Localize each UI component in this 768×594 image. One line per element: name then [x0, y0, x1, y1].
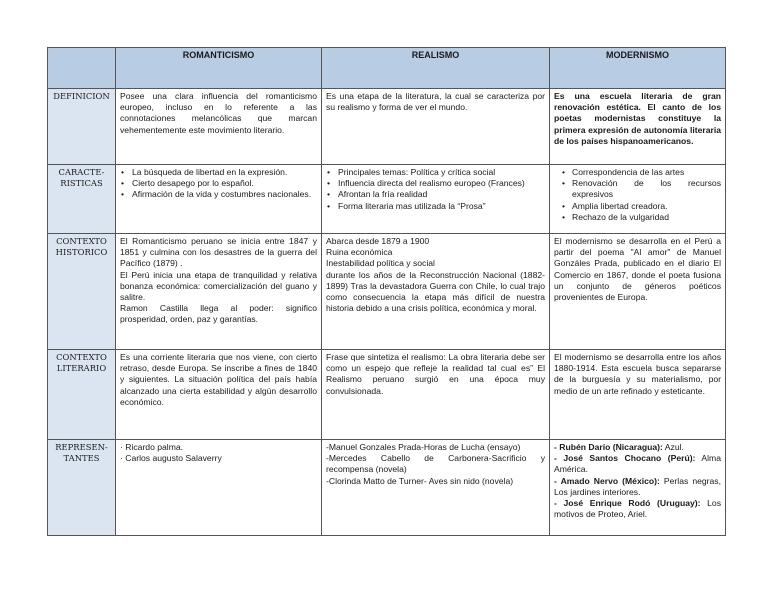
- list-item: • Principales temas: Política y crítica social: [336, 167, 545, 178]
- paragraph: Abarca desde 1879 a 1900: [326, 236, 430, 246]
- list-item: [554, 453, 721, 475]
- list-item: • Forma literaria mas utilizada la “Prosa”: [336, 201, 545, 212]
- author-name: - Amado Nervo (México):: [554, 475, 660, 486]
- paragraph: El Perú inicia una etapa de tranquilidad y relativa bonanza económica: comercialización del guano y salitre.: [120, 269, 317, 303]
- list-item: [554, 498, 721, 520]
- header-corner: [48, 48, 116, 89]
- header-romanticismo: ROMANTICISMO: [116, 48, 322, 89]
- list-item: • Renovación de los recursos expresivos: [572, 178, 721, 200]
- cell-representantes-modernismo: [550, 440, 726, 536]
- cell-historico-modernismo: El modernismo se desarrolla en el Perú a partir del poema "Al amor" de Manuel Gonzáles Prada, publicado en el diario El Comercio en 1867, donde el poeta fusiona un conjunto de géneros poéticos provenientes de Europa.: [550, 234, 726, 350]
- row-label-contexto-historico: CONTEXTO HISTORICO: [48, 234, 116, 350]
- list-item: -Mercedes Cabello de Carbonera-Sacrificio y recompensa (novela): [326, 453, 545, 475]
- list-item: -Manuel Gonzales Prada-Horas de Lucha (ensayo): [326, 442, 521, 452]
- header-row: [48, 48, 726, 89]
- author-name: - José Santos Chocano (Perú):: [554, 453, 696, 464]
- list-item: • La búsqueda de libertad en la expresión.: [130, 167, 317, 178]
- list-item: • Amplia libertad creadora.: [572, 201, 721, 212]
- row-contexto-literario: [48, 350, 726, 440]
- list-item: [554, 476, 721, 498]
- cell-definicion-realismo: Es una etapa de la literatura, la cual se caracteriza por su realismo y forma de ver el mundo.: [322, 89, 550, 165]
- row-label-representantes: REPRESEN-TANTES: [48, 440, 116, 536]
- cell-caracteristicas-realismo: [322, 165, 550, 234]
- list-item: · Carlos augusto Salaverry: [120, 453, 222, 464]
- row-label-definicion: DEFINICION: [48, 89, 116, 165]
- row-representantes: [48, 440, 726, 536]
- work-title: Perlas negras, Los jardines interiores.: [554, 475, 721, 497]
- list-item: • Afrontan la fría realidad: [336, 189, 545, 200]
- list-item: [554, 442, 721, 453]
- author-name: - José Enrique Rodó (Uruguay):: [554, 498, 701, 509]
- cell-caracteristicas-romanticismo: [116, 165, 322, 234]
- paragraph: Inestabilidad política y social: [326, 258, 435, 269]
- cell-literario-realismo: Frase que sintetiza el realismo: La obra literaria debe ser como un espejo que refleje la realidad tal cual es” El Realismo peruano surgió en una época muy convulsionada.: [322, 350, 550, 440]
- list-item: · Ricardo palma.: [120, 442, 184, 452]
- author-name: - Rubén Darío (Nicaragua):: [554, 442, 663, 452]
- literary-movements-table: [47, 47, 726, 536]
- row-label-caracteristicas: CARACTE-RISTICAS: [48, 165, 116, 234]
- cell-literario-modernismo: El modernismo se desarrolla entre los años 1880-1914. Esta escuela busca separarse de la burguesía y su materialismo, por medio de un arte refinado y esteticante.: [550, 350, 726, 440]
- list-item: • Rechazo de la vulgaridad: [572, 212, 721, 223]
- cell-caracteristicas-modernismo: [550, 165, 726, 234]
- list-item: • Afirmación de la vida y costumbres nacionales.: [130, 189, 317, 200]
- header-modernismo: MODERNISMO: [550, 48, 726, 89]
- paragraph: Ruina económica: [326, 247, 393, 258]
- cell-representantes-romanticismo: [116, 440, 322, 536]
- work-title: Alma América.: [554, 453, 721, 475]
- row-definicion: [48, 89, 726, 165]
- row-label-contexto-literario: CONTEXTO LITERARIO: [48, 350, 116, 440]
- list-item: -Clorinda Matto de Turner- Aves sin nido (novela): [326, 475, 514, 486]
- paragraph: durante los años de la Reconstrucción Nacional (1882-1899) Tras la devastadora Guerra con Chile, lo cual trajo como consecuencia la etapa más difícil de nuestra historia debido a una crisis política, económica y moral.: [326, 269, 545, 314]
- work-title: Los motivos de Proteo, Ariel.: [554, 498, 721, 520]
- list-item: • Correspondencia de las artes: [572, 167, 721, 178]
- cell-representantes-realismo: [322, 440, 550, 536]
- work-title: Azul.: [662, 442, 684, 452]
- cell-definicion-romanticismo: Posee una clara influencia del romanticismo europeo, incluso en lo referente a las connotaciones melancólicas que marcan vehementemente este movimiento literario.: [116, 89, 322, 165]
- cell-definicion-modernismo: Es una escuela literaria de gran renovación estética. El canto de los poetas modernistas constituye la primera expresión de autonomía literaria de los países hispanoamericanos.: [550, 89, 726, 165]
- cell-literario-romanticismo: Es una corriente literaria que nos viene, con cierto retraso, desde Europa. Se inscribe a fines de 1840 y siguientes. La situación política del país había alcanzado una cierta estabilidad y algún desarrollo económico.: [116, 350, 322, 440]
- list-item: • Cierto desapego por lo español.: [130, 178, 317, 189]
- list-item: • Influencia directa del realismo europeo (Frances): [336, 178, 545, 189]
- header-realismo: REALISMO: [322, 48, 550, 89]
- cell-historico-realismo: [322, 234, 550, 350]
- paragraph: El Romanticismo peruano se inicia entre 1847 y 1851 y culmina con los desastres de la guerra del Pacífico (1879) .: [120, 236, 317, 269]
- row-contexto-historico: [48, 234, 726, 350]
- row-caracteristicas: [48, 165, 726, 234]
- cell-historico-romanticismo: [116, 234, 322, 350]
- paragraph: Ramon Castilla llega al poder: significo prosperidad, orden, paz y garantías.: [120, 303, 317, 325]
